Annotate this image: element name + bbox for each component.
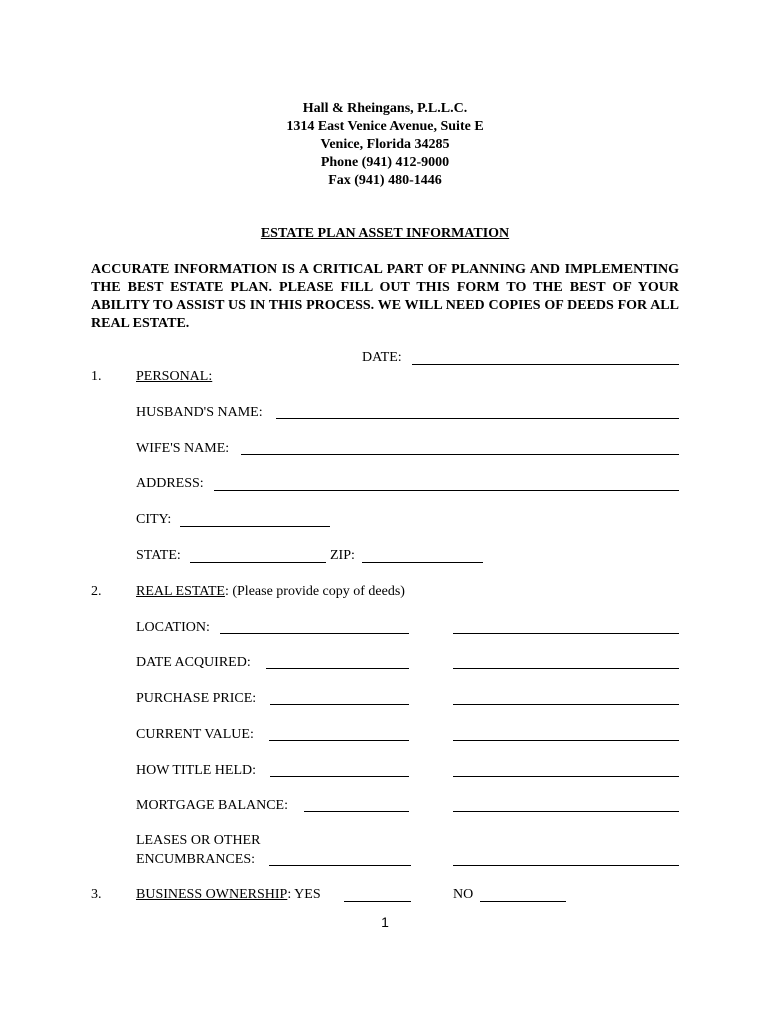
title-held-field-2[interactable]: [453, 776, 679, 777]
section-2-note: : (Please provide copy of deeds): [224, 584, 405, 599]
business-yes-field[interactable]: [344, 901, 411, 902]
city-label: CITY:: [136, 512, 172, 527]
date-field[interactable]: [412, 364, 679, 365]
mortgage-balance-field-1[interactable]: [304, 811, 409, 812]
section-1-number: 1.: [91, 369, 102, 384]
business-yes-label: : YES: [287, 887, 321, 902]
current-value-field-2[interactable]: [453, 740, 679, 741]
wife-name-field[interactable]: [241, 454, 679, 455]
location-label: LOCATION:: [136, 620, 210, 635]
firm-name: Hall & Rheingans, P.L.L.C.: [302, 101, 468, 116]
intro-paragraph: ACCURATE INFORMATION IS A CRITICAL PART OF PLANNING AND IMPLEMENTING THE BEST ESTATE PLAN. PLEASE FILL OUT THIS FORM TO THE BEST OF YOUR ABILITY TO ASSIST US IN THIS PROCESS. WE WILL NEED COPIES OF DEEDS FOR ALL REAL ESTATE.: [91, 262, 679, 331]
title-held-field-1[interactable]: [270, 776, 409, 777]
firm-address-line-1: 1314 East Venice Avenue, Suite E: [286, 119, 484, 134]
city-field[interactable]: [180, 526, 330, 527]
date-label: DATE:: [362, 350, 402, 365]
section-2-heading: [136, 584, 405, 600]
purchase-price-label: PURCHASE PRICE:: [136, 691, 257, 706]
section-3-number: 3.: [91, 887, 102, 902]
business-no-label: NO: [453, 887, 474, 902]
section-3-title: BUSINESS OWNERSHIP: [136, 887, 288, 902]
firm-fax: Fax (941) 480-1446: [328, 173, 442, 188]
leases-label-line-2: ENCUMBRANCES:: [136, 852, 256, 867]
section-2-title: REAL ESTATE: [136, 584, 225, 599]
address-label: ADDRESS:: [136, 476, 204, 491]
firm-phone: Phone (941) 412-9000: [320, 155, 450, 170]
date-acquired-label: DATE ACQUIRED:: [136, 655, 251, 670]
firm-address-line-2: Venice, Florida 34285: [320, 137, 450, 152]
page-number: 1: [381, 914, 389, 930]
mortgage-balance-label: MORTGAGE BALANCE:: [136, 798, 288, 813]
location-field-2[interactable]: [453, 633, 679, 634]
date-acquired-field-2[interactable]: [453, 668, 679, 669]
section-1-title: PERSONAL:: [136, 369, 213, 384]
wife-name-label: WIFE'S NAME:: [136, 441, 230, 456]
purchase-price-field-1[interactable]: [270, 704, 409, 705]
date-acquired-field-1[interactable]: [266, 668, 409, 669]
encumbrances-field-2[interactable]: [453, 865, 679, 866]
leases-label-line-1: LEASES OR OTHER: [136, 833, 261, 848]
title-held-label: HOW TITLE HELD:: [136, 763, 257, 778]
section-3-heading: [136, 887, 321, 903]
firm-header: [0, 100, 770, 190]
mortgage-balance-field-2[interactable]: [453, 811, 679, 812]
form-title: ESTATE PLAN ASSET INFORMATION: [260, 226, 510, 241]
state-field[interactable]: [190, 562, 326, 563]
purchase-price-field-2[interactable]: [453, 704, 679, 705]
address-field[interactable]: [214, 490, 679, 491]
business-no-field[interactable]: [480, 901, 566, 902]
section-2-number: 2.: [91, 584, 102, 599]
location-field-1[interactable]: [220, 633, 409, 634]
husband-name-label: HUSBAND'S NAME:: [136, 405, 263, 420]
current-value-label: CURRENT VALUE:: [136, 727, 254, 742]
state-label: STATE:: [136, 548, 181, 563]
zip-field[interactable]: [362, 562, 483, 563]
husband-name-field[interactable]: [276, 418, 679, 419]
current-value-field-1[interactable]: [269, 740, 409, 741]
zip-label: ZIP:: [330, 548, 355, 563]
encumbrances-field-1[interactable]: [269, 865, 411, 866]
